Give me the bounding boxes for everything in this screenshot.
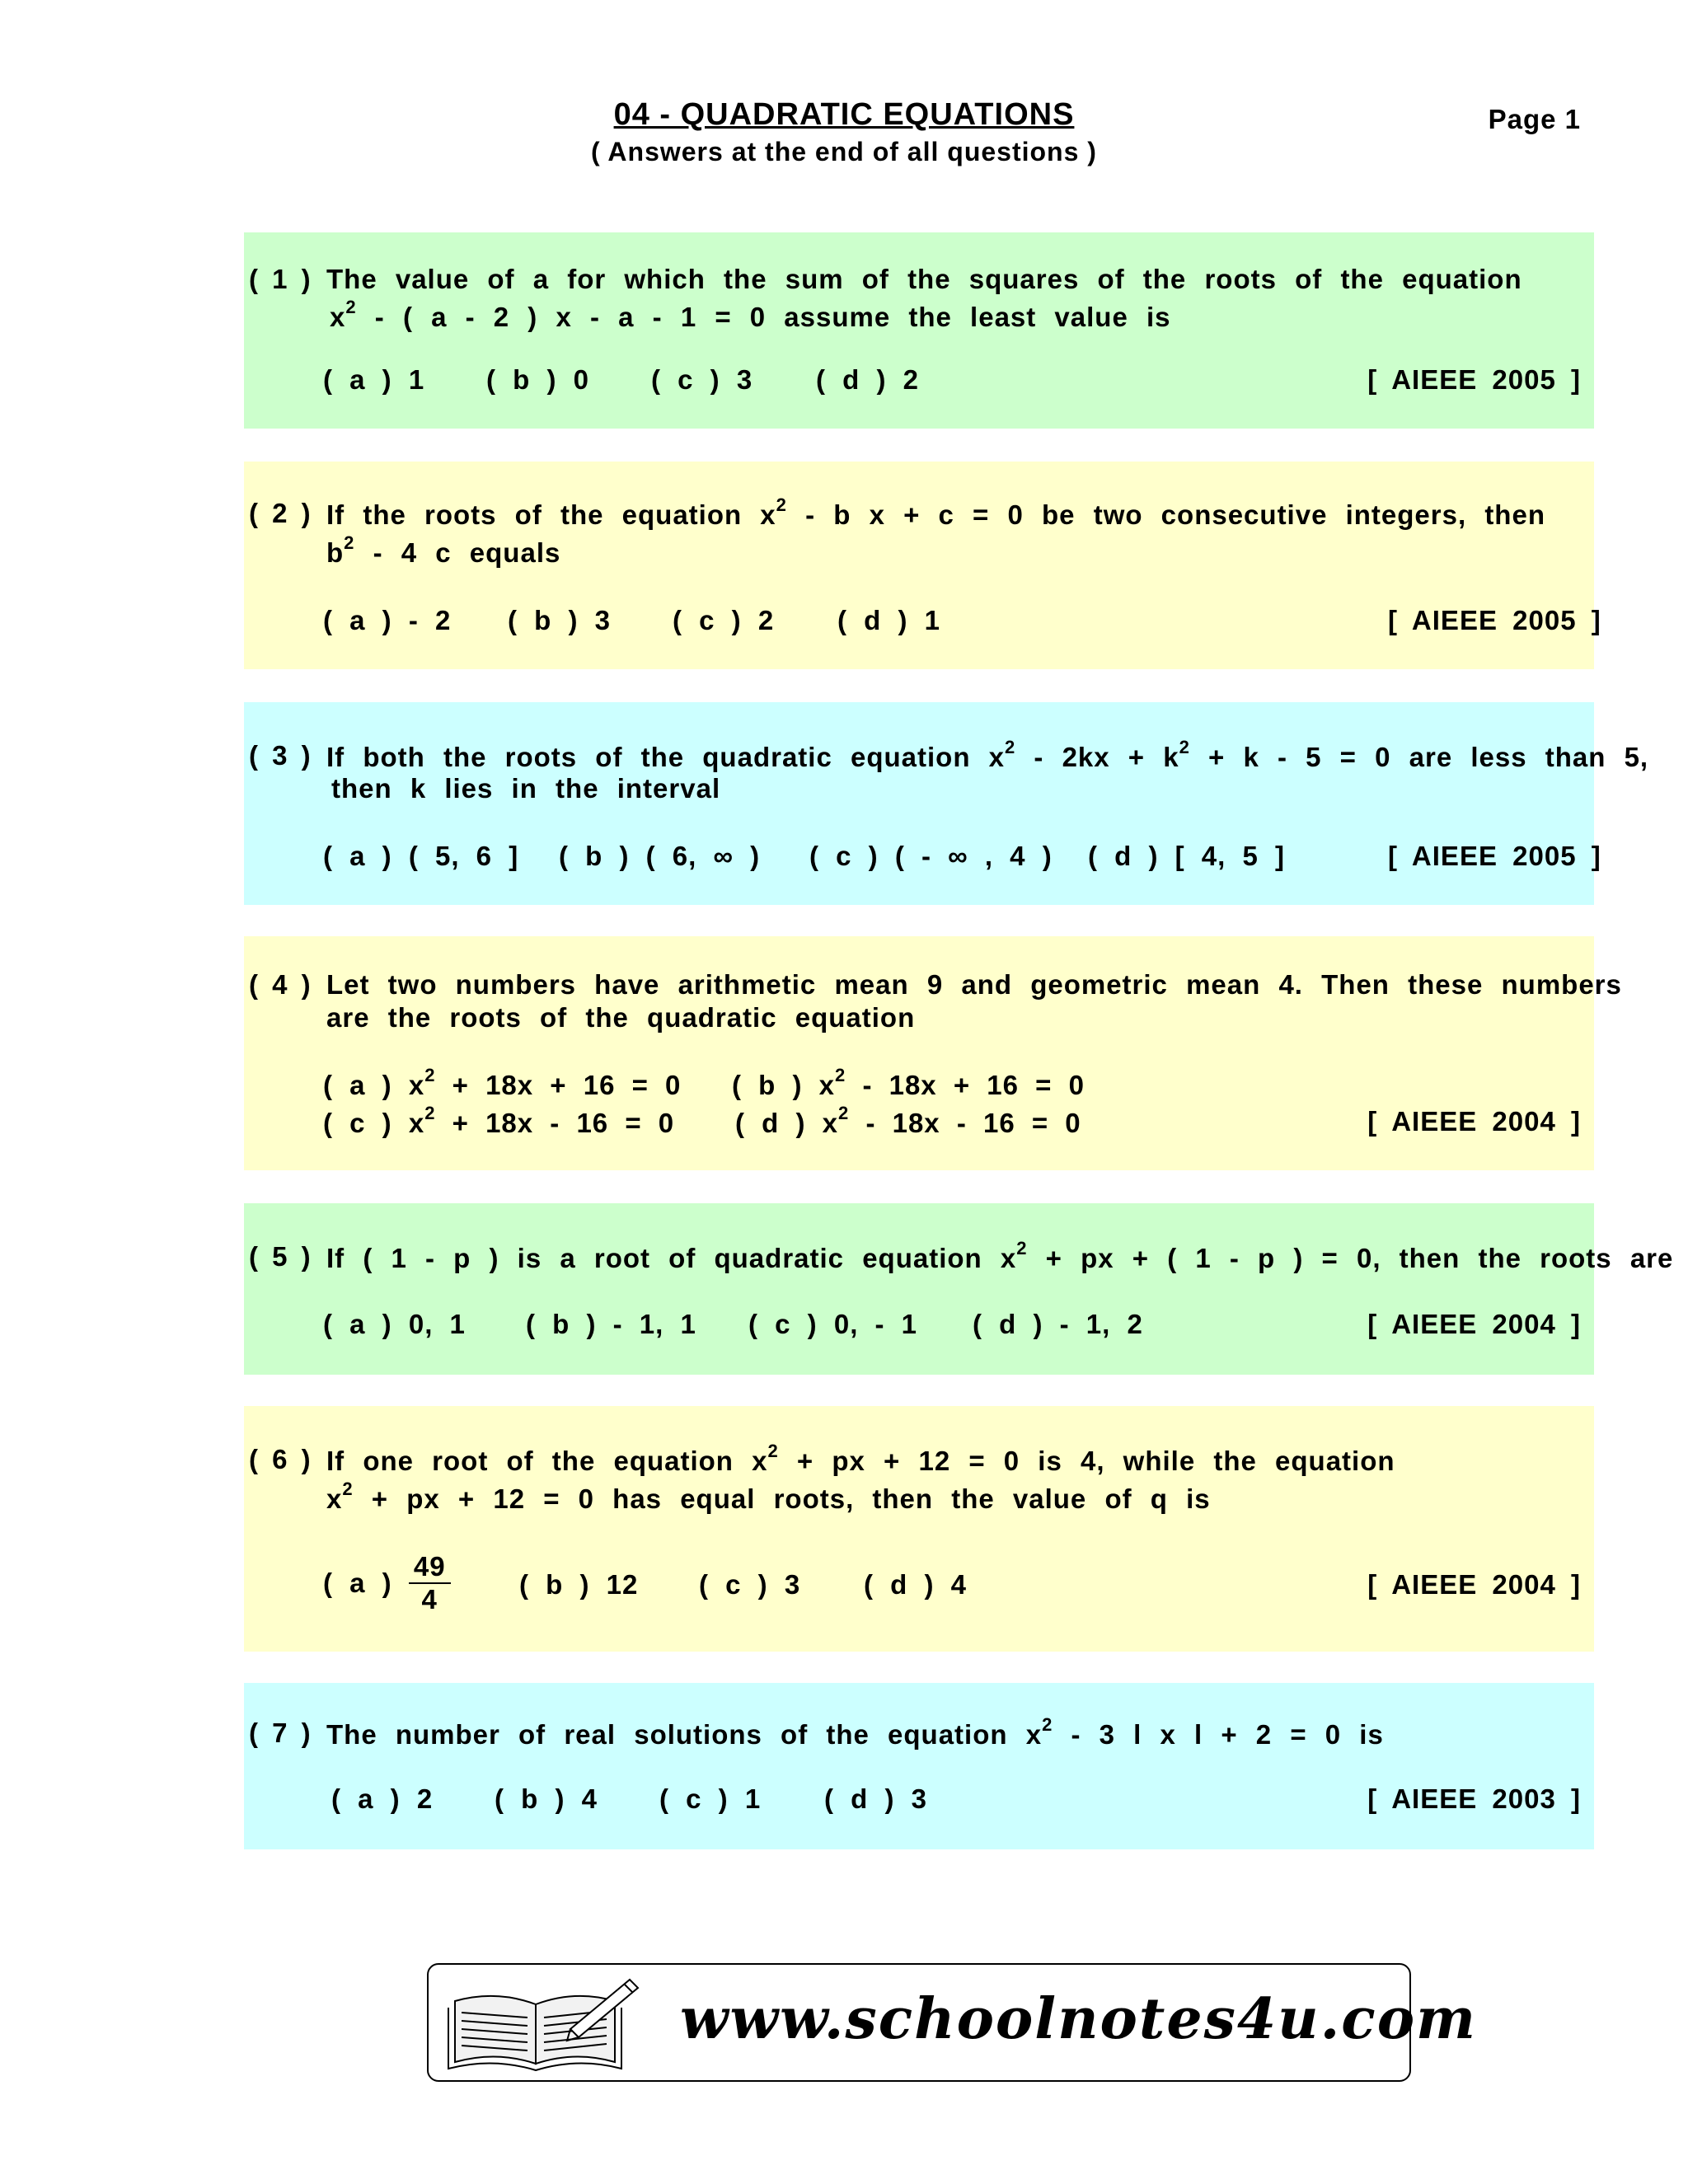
question-4: [244, 936, 1622, 1170]
option-c[interactable]: ( c ) 3: [699, 1569, 801, 1600]
option-b[interactable]: ( b ) 0: [486, 364, 589, 395]
page-number: Page 1: [1488, 104, 1581, 134]
option-d[interactable]: ( d ) $x^2 - 18x - 16 = 0$: [735, 1103, 1081, 1138]
question-text-line2: are the roots of the quadratic equation: [326, 1002, 916, 1033]
option-a[interactable]: ( a ) 1: [323, 364, 425, 395]
question-number: ( 6 ): [249, 1444, 314, 1474]
option-c[interactable]: ( c ) 1: [659, 1783, 762, 1814]
option-c[interactable]: ( c ) 3: [651, 364, 753, 395]
question-text-line2: then k lies in the interval: [331, 773, 721, 804]
book-pencil-icon: [438, 1971, 645, 2075]
question-source: [ AIEEE 2003 ]: [1367, 1783, 1581, 1814]
option-d[interactable]: ( d ) 4: [864, 1569, 967, 1600]
option-d[interactable]: ( d ) - 1, 2: [973, 1309, 1143, 1339]
question-source: [ AIEEE 2005 ]: [1367, 364, 1581, 395]
question-text-line1: If ( 1 - p ) is a root of quadratic equation $x^2$ + px + ( 1 - p ) = 0, then the roots are: [326, 1238, 1674, 1273]
question-3: [244, 702, 1649, 905]
question-number: ( 3 ): [249, 740, 314, 771]
question-text-line1: The number of real solutions of the equation $x^2 - 3$ l x l + 2 = 0 is: [326, 1714, 1384, 1750]
question-source: [ AIEEE 2005 ]: [1388, 841, 1601, 871]
page-title: 04 - QUADRATIC EQUATIONS: [613, 97, 1075, 132]
question-number: ( 5 ): [249, 1241, 314, 1272]
question-1: [244, 232, 1594, 429]
option-b[interactable]: ( b ) - 1, 1: [526, 1309, 696, 1339]
option-c[interactable]: ( c ) ( - ∞ , 4 ): [809, 841, 1053, 871]
option-a[interactable]: ( a ) 2: [331, 1783, 434, 1814]
option-a[interactable]: ( a ) $\frac{49}{4}$: [323, 1551, 451, 1615]
option-c[interactable]: ( c ) 0, - 1: [748, 1309, 918, 1339]
option-b[interactable]: ( b ) 12: [519, 1569, 639, 1600]
question-text-line2: $x^2$ + px + 12 = 0 has equal roots, then the value of q is: [326, 1479, 1211, 1514]
option-b[interactable]: ( b ) 3: [508, 605, 611, 635]
question-source: [ AIEEE 2005 ]: [1388, 605, 1601, 635]
question-6: [244, 1406, 1594, 1652]
question-source: [ AIEEE 2004 ]: [1367, 1309, 1581, 1339]
question-number: ( 1 ): [249, 264, 314, 294]
footer-banner: [427, 1963, 1478, 2082]
fraction: $\frac{49}{4}$: [409, 1551, 451, 1615]
option-a[interactable]: ( a ) $x^2 + 18x + 16 = 0$: [323, 1065, 682, 1100]
question-text-line2: $b^2 - 4$ c equals: [326, 532, 561, 568]
option-a[interactable]: ( a ) 0, 1: [323, 1309, 466, 1339]
question-source: [ AIEEE 2004 ]: [1367, 1106, 1581, 1137]
question-2: [244, 462, 1601, 669]
question-number: ( 7 ): [249, 1718, 314, 1748]
option-b[interactable]: ( b ) $x^2 - 18x + 16 = 0$: [732, 1065, 1085, 1100]
option-d[interactable]: ( d ) [ 4, 5 ]: [1088, 841, 1285, 871]
option-a[interactable]: ( a ) - 2: [323, 605, 452, 635]
option-b[interactable]: ( b ) 4: [495, 1783, 598, 1814]
page-subtitle: ( Answers at the end of all questions ): [591, 137, 1097, 166]
option-d[interactable]: ( d ) 1: [837, 605, 940, 635]
question-text-line1: If the roots of the equation $x^2$ - b x + c = 0 be two consecutive integers, then: [326, 494, 1545, 530]
option-d[interactable]: ( d ) 3: [824, 1783, 927, 1814]
question-text-line2: $x^2$ - ( a - 2 ) x - a - 1 = 0 assume the least value is: [330, 297, 1171, 332]
question-5: [244, 1203, 1674, 1375]
question-number: ( 4 ): [249, 969, 314, 1000]
question-number: ( 2 ): [249, 498, 314, 528]
website-url: www.schoolnotes4u.com: [680, 1986, 1478, 2052]
option-b[interactable]: ( b ) ( 6, ∞ ): [559, 841, 761, 871]
option-d[interactable]: ( d ) 2: [816, 364, 919, 395]
question-text-line1: If one root of the equation $x^2$ + px + 12 = 0 is 4, while the equation: [326, 1441, 1395, 1476]
question-text-line1: The value of a for which the sum of the squares of the roots of the equation: [326, 264, 1522, 294]
option-c[interactable]: ( c ) $x^2 + 18x - 16 = 0$: [323, 1103, 675, 1138]
question-text-line1: If both the roots of the quadratic equation $x^2 - 2kx + k^2 + k - 5 = 0$ are less than 5,: [326, 737, 1649, 772]
option-a[interactable]: ( a ) ( 5, 6 ]: [323, 841, 519, 871]
question-7: [244, 1683, 1594, 1849]
question-source: [ AIEEE 2004 ]: [1367, 1569, 1581, 1600]
option-c[interactable]: ( c ) 2: [673, 605, 775, 635]
question-text-line1: Let two numbers have arithmetic mean 9 and geometric mean 4. Then these numbers: [326, 969, 1622, 1000]
